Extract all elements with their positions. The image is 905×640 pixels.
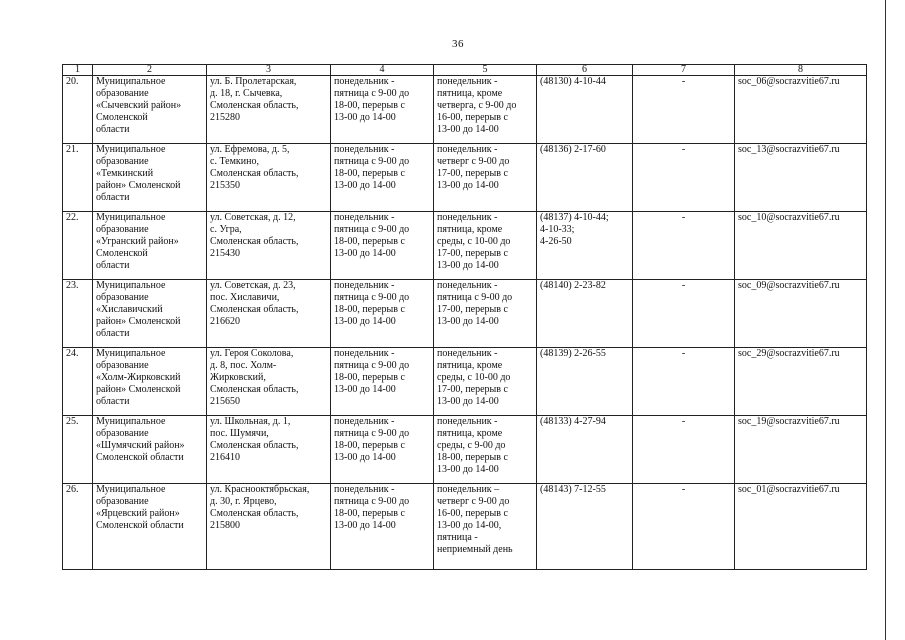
row-number: 24. — [63, 348, 93, 416]
municipality-name: Муниципальное образование «Ярцевский район» Смоленской области — [93, 484, 207, 570]
column-7-value: - — [633, 212, 735, 280]
phone-number: (48136) 2-17-60 — [537, 144, 633, 212]
column-7-value: - — [633, 484, 735, 570]
office-address: ул. Ефремова, д. 5, с. Темкино, Смоленская область, 215350 — [207, 144, 331, 212]
page-edge-line — [885, 0, 886, 640]
phone-number: (48137) 4-10-44; 4-10-33; 4-26-50 — [537, 212, 633, 280]
row-number: 25. — [63, 416, 93, 484]
office-address: ул. Краснооктябрьская, д. 30, г. Ярцево, Смоленская область, 215800 — [207, 484, 331, 570]
municipality-name: Муниципальное образование «Сычевский район» Смоленской области — [93, 76, 207, 144]
email-address: soc_09@socrazvitie67.ru — [735, 280, 867, 348]
table-row — [63, 144, 867, 212]
row-number: 22. — [63, 212, 93, 280]
email-address: soc_01@socrazvitie67.ru — [735, 484, 867, 570]
municipality-name: Муниципальное образование «Холм-Жирковский район» Смоленской области — [93, 348, 207, 416]
municipality-name: Муниципальное образование «Темкинский район» Смоленской области — [93, 144, 207, 212]
column-7-value: - — [633, 280, 735, 348]
column-header: 4 — [331, 65, 434, 76]
working-hours: понедельник - пятница с 9-00 до 18-00, перерыв с 13-00 до 14-00 — [331, 280, 434, 348]
reception-hours: понедельник - пятница, кроме четверга, с 9-00 до 16-00, перерыв с 13-00 до 14-00 — [434, 76, 537, 144]
office-address: ул. Школьная, д. 1, пос. Шумячи, Смоленская область, 216410 — [207, 416, 331, 484]
table-row — [63, 280, 867, 348]
page-number: 36 — [452, 38, 464, 50]
municipality-name: Муниципальное образование «Шумячский район» Смоленской области — [93, 416, 207, 484]
column-header: 1 — [63, 65, 93, 76]
column-7-value: - — [633, 348, 735, 416]
row-number: 21. — [63, 144, 93, 212]
reception-hours: понедельник - пятница, кроме среды, с 10-00 до 17-00, перерыв с 13-00 до 14-00 — [434, 212, 537, 280]
office-address: ул. Героя Соколова, д. 8, пос. Холм- Жирковский, Смоленская область, 215650 — [207, 348, 331, 416]
working-hours: понедельник - пятница с 9-00 до 18-00, перерыв с 13-00 до 14-00 — [331, 484, 434, 570]
table-row — [63, 348, 867, 416]
table-header-row — [63, 65, 867, 76]
reception-hours: понедельник – четверг с 9-00 до 16-00, перерыв с 13-00 до 14-00, пятница - неприемный день — [434, 484, 537, 570]
office-address: ул. Советская, д. 23, пос. Хиславичи, Смоленская область, 216620 — [207, 280, 331, 348]
table-row — [63, 76, 867, 144]
email-address: soc_06@socrazvitie67.ru — [735, 76, 867, 144]
office-address: ул. Б. Пролетарская, д. 18, г. Сычевка, Смоленская область, 215280 — [207, 76, 331, 144]
reception-hours: понедельник - пятница, кроме среды, с 10-00 до 17-00, перерыв с 13-00 до 14-00 — [434, 348, 537, 416]
column-7-value: - — [633, 76, 735, 144]
reception-hours: понедельник - четверг с 9-00 до 17-00, перерыв с 13-00 до 14-00 — [434, 144, 537, 212]
table-row — [63, 212, 867, 280]
working-hours: понедельник - пятница с 9-00 до 18-00, перерыв с 13-00 до 14-00 — [331, 348, 434, 416]
email-address: soc_29@socrazvitie67.ru — [735, 348, 867, 416]
row-number: 20. — [63, 76, 93, 144]
column-7-value: - — [633, 416, 735, 484]
municipality-name: Муниципальное образование «Угранский район» Смоленской области — [93, 212, 207, 280]
table-row — [63, 416, 867, 484]
offices-table — [62, 64, 867, 570]
reception-hours: понедельник - пятница, кроме среды, с 9-00 до 18-00, перерыв с 13-00 до 14-00 — [434, 416, 537, 484]
working-hours: понедельник - пятница с 9-00 до 18-00, перерыв с 13-00 до 14-00 — [331, 144, 434, 212]
working-hours: понедельник - пятница с 9-00 до 18-00, перерыв с 13-00 до 14-00 — [331, 76, 434, 144]
column-header: 5 — [434, 65, 537, 76]
municipality-name: Муниципальное образование «Хиславичский район» Смоленской области — [93, 280, 207, 348]
column-header: 6 — [537, 65, 633, 76]
column-header: 3 — [207, 65, 331, 76]
working-hours: понедельник - пятница с 9-00 до 18-00, перерыв с 13-00 до 14-00 — [331, 212, 434, 280]
office-address: ул. Советская, д. 12, с. Угра, Смоленская область, 215430 — [207, 212, 331, 280]
phone-number: (48140) 2-23-82 — [537, 280, 633, 348]
column-7-value: - — [633, 144, 735, 212]
email-address: soc_10@socrazvitie67.ru — [735, 212, 867, 280]
phone-number: (48133) 4-27-94 — [537, 416, 633, 484]
phone-number: (48130) 4-10-44 — [537, 76, 633, 144]
phone-number: (48139) 2-26-55 — [537, 348, 633, 416]
row-number: 23. — [63, 280, 93, 348]
email-address: soc_19@socrazvitie67.ru — [735, 416, 867, 484]
column-header: 8 — [735, 65, 867, 76]
phone-number: (48143) 7-12-55 — [537, 484, 633, 570]
reception-hours: понедельник - пятница с 9-00 до 17-00, перерыв с 13-00 до 14-00 — [434, 280, 537, 348]
working-hours: понедельник - пятница с 9-00 до 18-00, перерыв с 13-00 до 14-00 — [331, 416, 434, 484]
email-address: soc_13@socrazvitie67.ru — [735, 144, 867, 212]
column-header: 2 — [93, 65, 207, 76]
table-row — [63, 484, 867, 570]
column-header: 7 — [633, 65, 735, 76]
row-number: 26. — [63, 484, 93, 570]
